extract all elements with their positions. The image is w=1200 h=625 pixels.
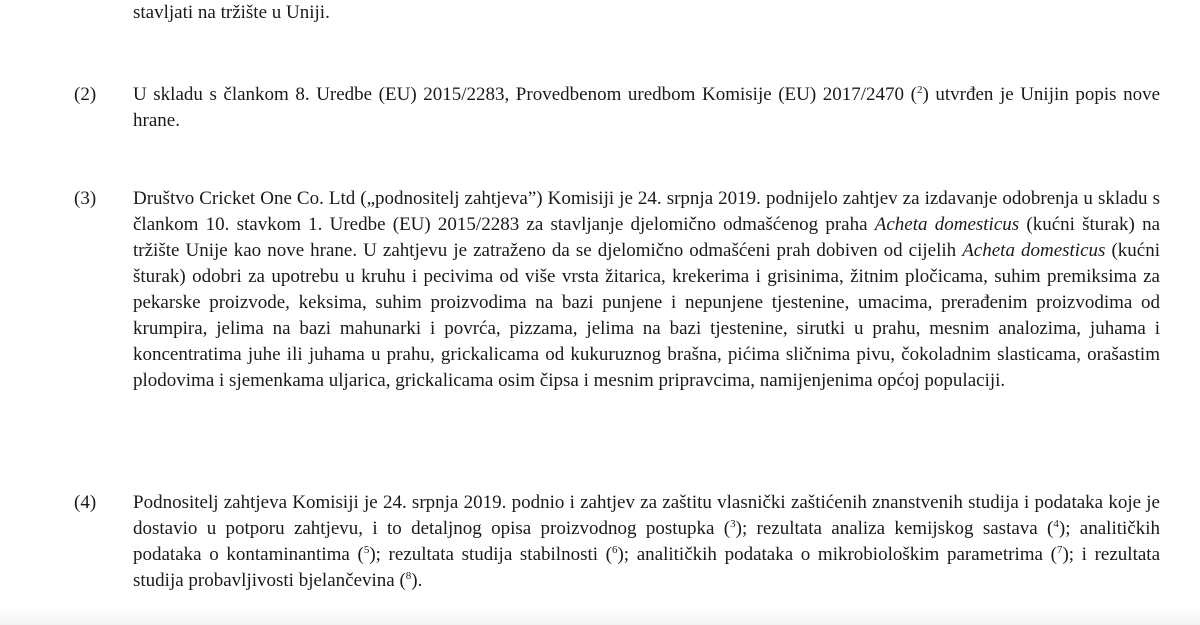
text-span: ); analitičkih podataka o mikrobiološkim parametrima ( (617, 544, 1057, 565)
footnote-ref[interactable]: 2 (916, 84, 923, 96)
footnote-ref[interactable]: 6 (611, 544, 618, 556)
recital-text (133, 186, 1160, 394)
text-span: ) utvrđen je Unijin popis nove hrane. (133, 84, 1160, 131)
footnote-ref[interactable]: 5 (363, 544, 370, 556)
footnote-ref[interactable]: 4 (1053, 518, 1059, 530)
text-span: (kućni šturak) odobri za upotrebu u kruhu i pecivima od više vrsta žitarica, krekerima i grisinima, žitnim pločicama, suhim premiksima za pekarske proizvode, keksima, suhim proizvodima na bazi punjene i nepunjene tjestenine, umacima, prerađenim proizvodima od krumpira, jelima na bazi mahunarki i povrća, pizzama, jelima na bazi tjestenine, sirutki u prahu, mesnim analozima, juhama i koncentratima juhe ili juhama u prahu, grickalicama od kukuruznog brašna, pićima sličnima pivu, čokoladnim slasticama, orašastim plodovima i sjemenkama uljarica, grickalicama osim čipsa i mesnim pripravcima, namijenjenima općoj populaciji. (133, 240, 1161, 391)
footnote-ref[interactable]: 7 (1056, 544, 1063, 556)
recital-number: (4) (74, 492, 97, 513)
text-span: Društvo Cricket One Co. Ltd („podnositelj zahtjeva”) Komisiji je 24. srpnja 2019. podnijelo zahtjev za izdavanje odobrenja u skladu s člankom 10. stavkom 1. Uredbe (EU) 2015/2283 za stavljanje djelomično odmašćenog praha (133, 188, 1160, 235)
text-span: ); analitičkih podataka o kontaminantima ( (133, 518, 1160, 565)
recital-text (133, 82, 1160, 134)
species-name: Acheta domesticus (962, 240, 1106, 261)
text-span: Podnositelj zahtjeva Komisiji je 24. srpnja 2019. podnio i zahtjev za zaštitu vlasnički zaštićenih znanstvenih studija i podataka koje je dostavio u potporu zahtjevu, i to detaljnog opisa proizvodnog postupka ( (133, 492, 1160, 539)
species-name: Acheta domesticus (874, 214, 1020, 235)
text-span: ); i rezultata studija probavljivosti bjelančevina ( (133, 544, 1160, 591)
footnote-ref[interactable]: 3 (730, 518, 736, 530)
text-span: ). (411, 570, 423, 591)
text-span: U skladu s člankom 8. Uredbe (EU) 2015/2283, Provedbenom uredbom Komisije (EU) 2017/2470 ( (133, 84, 917, 105)
page-bottom-shadow (0, 609, 1200, 625)
footnote-ref[interactable]: 8 (405, 570, 412, 582)
top-text-fragment: stavljati na tržište u Uniji. (133, 2, 330, 23)
recital-number: (2) (74, 84, 97, 105)
text-span: ); rezultata analiza kemijskog sastava ( (735, 518, 1054, 539)
text-span: (kućni šturak) na tržište Unije kao nove hrane. U zahtjevu je zatraženo da se djelomično odmašćeni prah dobiven od cijelih (133, 214, 1161, 261)
text-span: ); rezultata studija stabilnosti ( (369, 544, 612, 565)
recital-text (133, 490, 1160, 594)
recital-number: (3) (74, 188, 97, 209)
